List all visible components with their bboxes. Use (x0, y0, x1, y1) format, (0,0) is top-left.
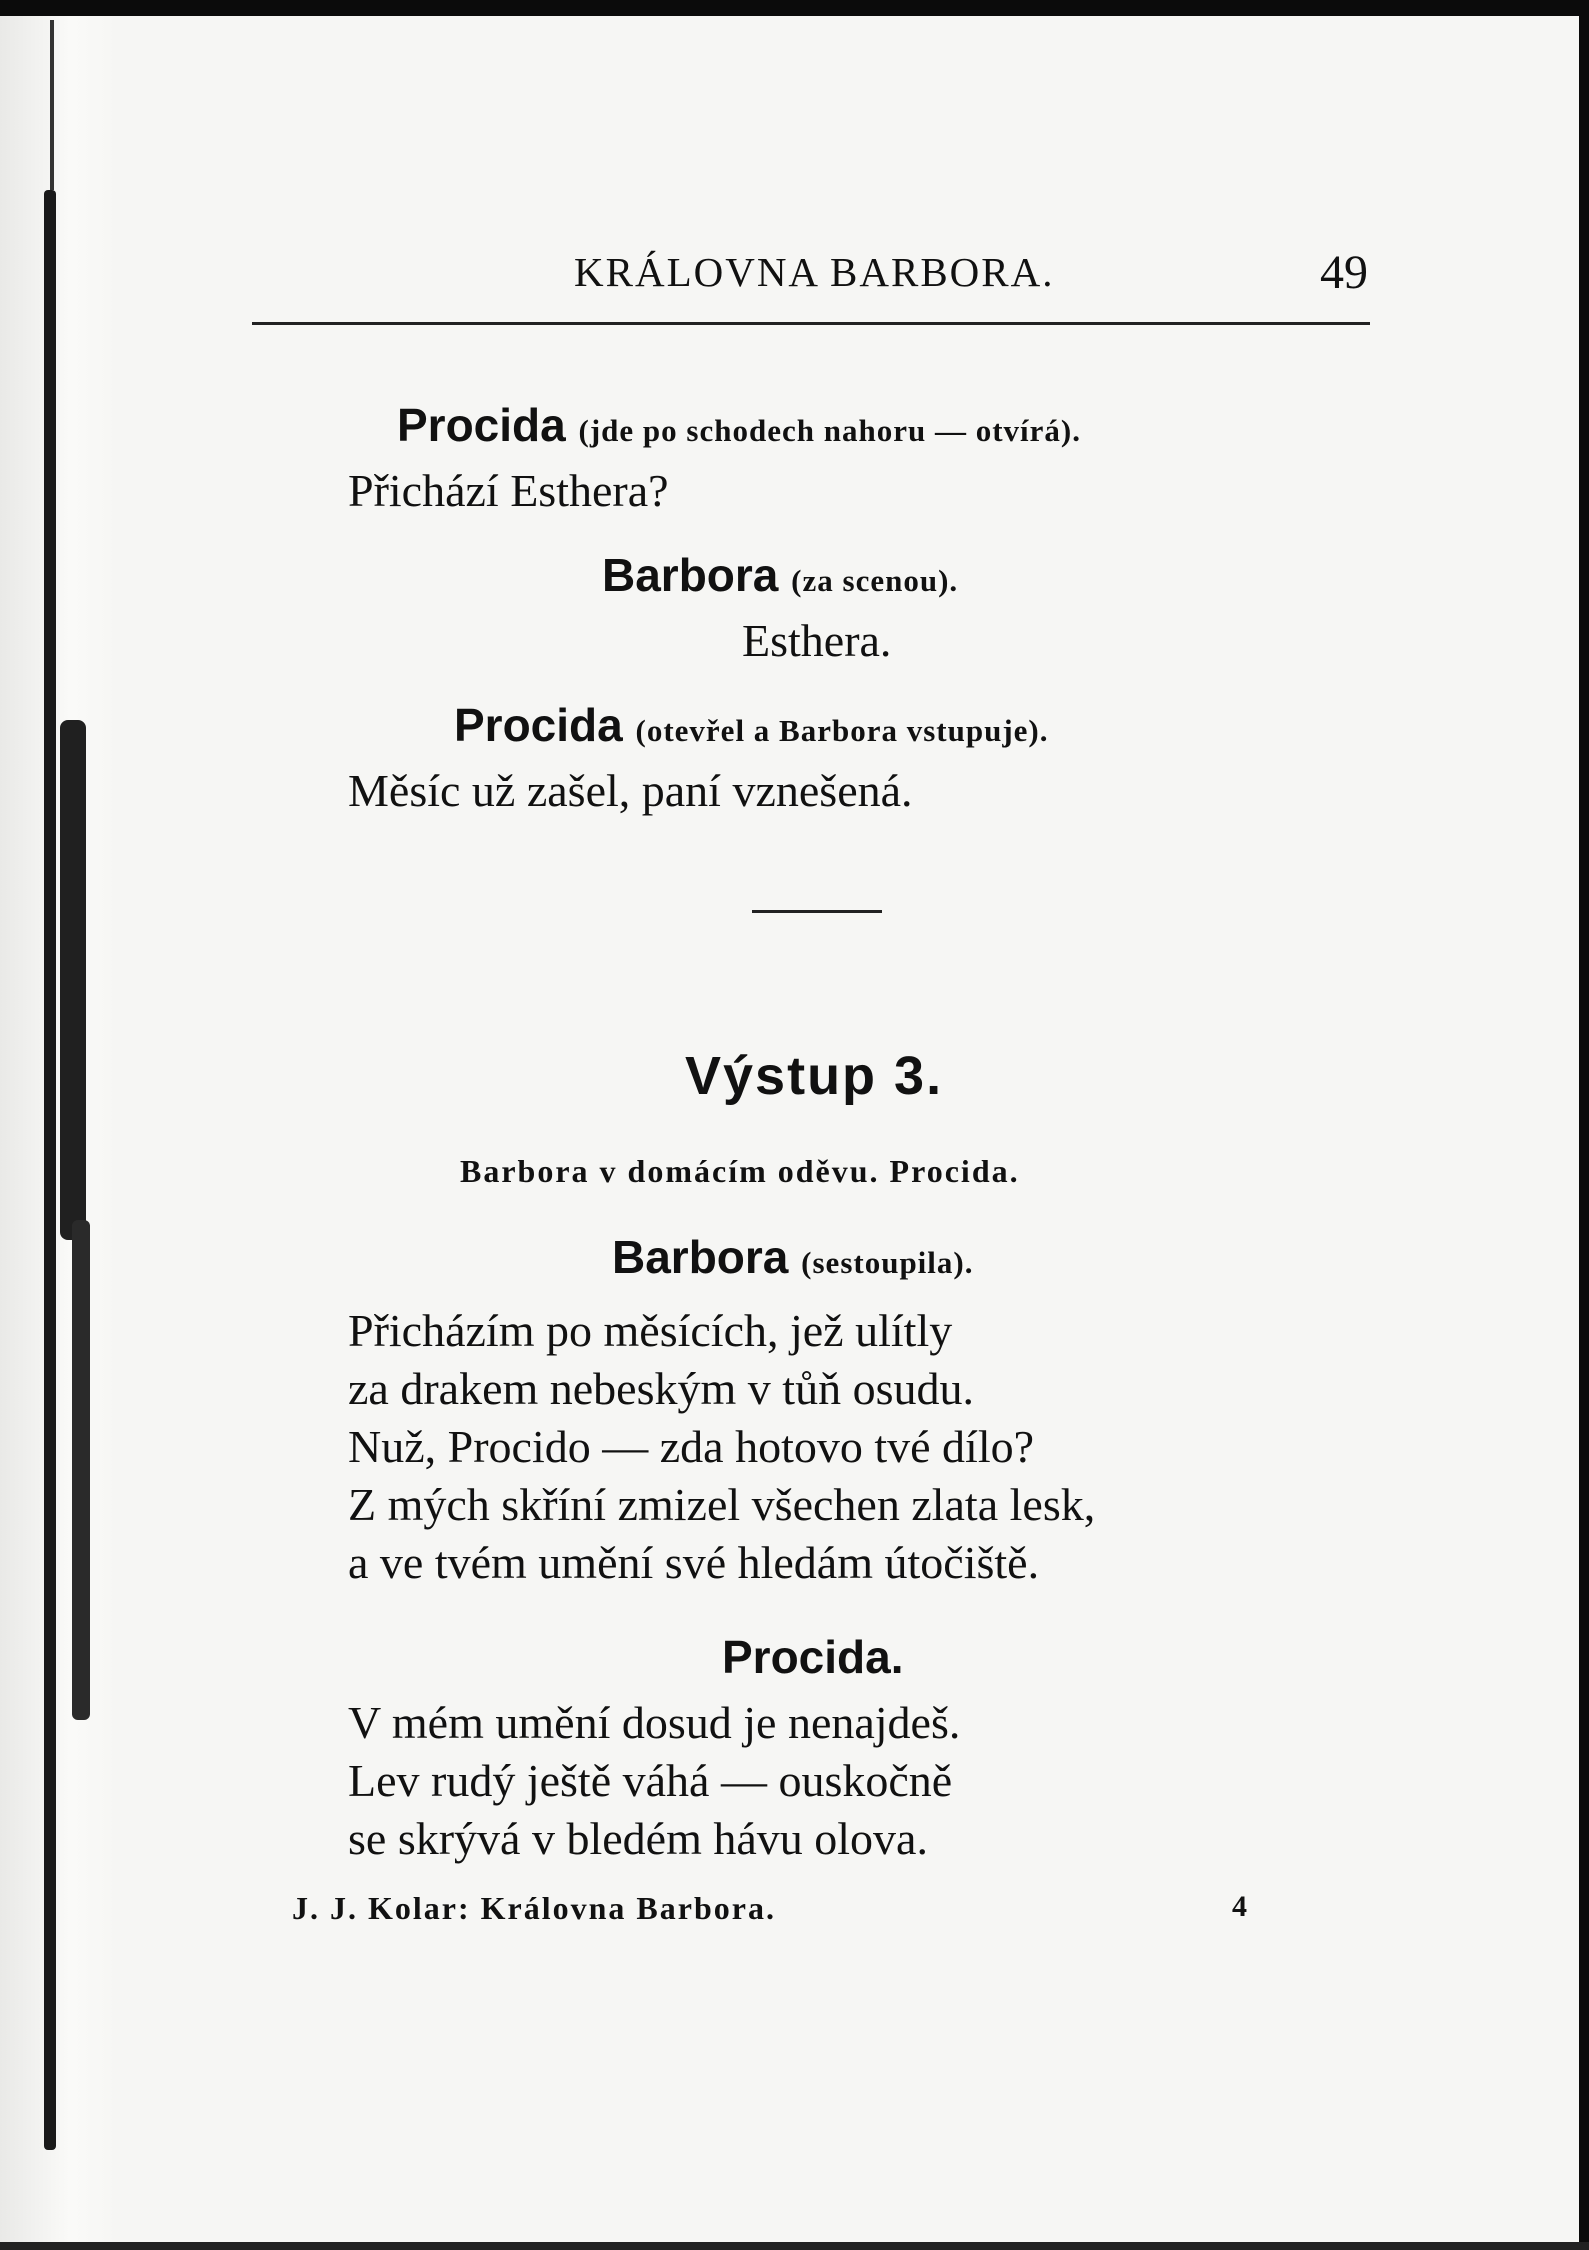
scene-cast: Barbora v domácím oděvu. Procida. (460, 1153, 1020, 1189)
verse-line: za drakem nebeským v tůň osudu. (348, 1363, 974, 1414)
verse-line: Esthera. (742, 615, 892, 666)
header-rule (252, 322, 1370, 325)
verse-line: Nuž, Procido — zda hotovo tvé dílo? (348, 1421, 1035, 1472)
sheet-mark: 4 (1232, 1890, 1247, 1923)
verse-line: V mém umění dosud je nenajdeš. (348, 1697, 961, 1748)
binding-edge (60, 720, 86, 1240)
page-number: 49 (1320, 246, 1368, 299)
scan-border-bottom (0, 2242, 1589, 2250)
speaker-name: Procida. (722, 1631, 904, 1683)
running-header: KRÁLOVNA BARBORA. (574, 249, 1055, 295)
speaker-name: Barbora (612, 1231, 789, 1283)
stage-direction: (sestoupila). (801, 1245, 974, 1280)
speaker-name: Procida (454, 699, 623, 751)
verse-line: a ve tvém umění své hledám útočiště. (348, 1537, 1040, 1588)
speaker-heading (602, 548, 958, 602)
verse-line: se skrývá v bledém hávu olova. (348, 1813, 928, 1864)
section-divider (752, 910, 882, 913)
scan-border-top (0, 0, 1589, 16)
speaker-heading (397, 398, 1081, 452)
binding-edge (50, 20, 54, 190)
binding-edge (72, 1220, 90, 1720)
stage-direction: (za scenou). (791, 563, 959, 598)
stage-direction: (jde po schodech nahoru — otvírá). (578, 413, 1081, 448)
verse-line: Z mých skříní zmizel všechen zlata lesk, (348, 1479, 1096, 1530)
scene-title: Výstup 3. (685, 1046, 944, 1106)
stage-direction: (otevřel a Barbora vstupuje). (635, 713, 1049, 748)
speaker-name: Barbora (602, 549, 779, 601)
scan-border-right (1579, 0, 1589, 2250)
verse-line: Lev rudý ještě váhá — ouskočně (348, 1755, 953, 1806)
verse-line: Měsíc už zašel, paní vznešená. (348, 765, 913, 816)
binding-edge (44, 190, 56, 2150)
footer-signature: J. J. Kolar: Královna Barbora. (292, 1890, 776, 1926)
speaker-name: Procida (397, 399, 566, 451)
speaker-heading (454, 698, 1049, 752)
verse-line: Přichází Esthera? (348, 465, 669, 516)
speaker-heading (722, 1630, 904, 1684)
speaker-heading (612, 1230, 974, 1284)
verse-line: Přicházím po měsících, jež ulítly (348, 1305, 953, 1356)
